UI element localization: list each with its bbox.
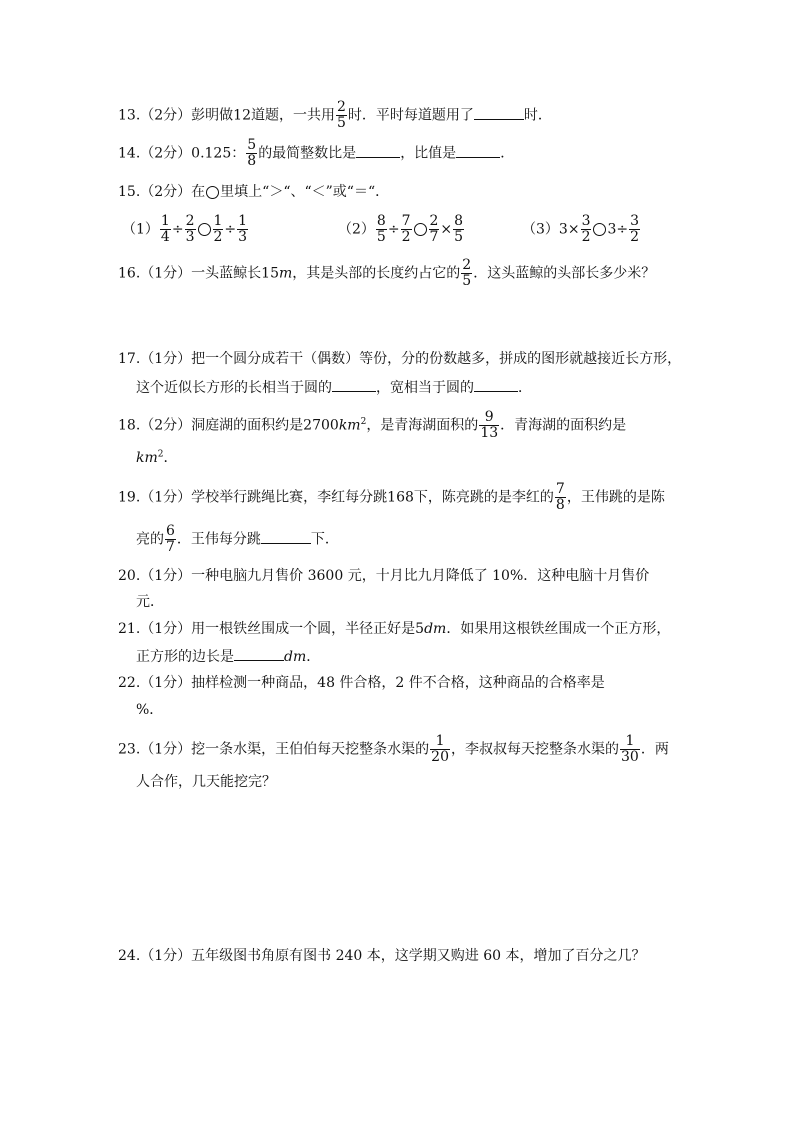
fraction: $\frac{2}{5}$ — [337, 99, 346, 131]
question-15-part-2: （2） $\frac{8}{5}$ ÷ $\frac{7}{2}$ $\frac{2}{7}$ × $\frac{8}{5}$ — [338, 213, 464, 245]
question-20-line-2: 元． — [136, 594, 164, 610]
answer-blank[interactable] — [474, 377, 518, 392]
question-20: 20.（1分）一种电脑九月售价 3600 元，十月比九月降低了 10%．这种电脑十月售价 — [118, 568, 650, 584]
question-17: 17.（1分）把一个圆分成若干（偶数）等份，分的份数越多，拼成的图形就越接近长方形， — [118, 351, 682, 367]
question-24: 24.（1分）五年级图书角原有图书 240 本，这学期又购进 60 本，增加了百分之几？ — [118, 948, 646, 964]
question-23-line-2: 人合作，几天能挖完？ — [136, 774, 276, 790]
question-23: 23.（1分）挖一条水渠，王伯伯每天挖整条水渠的 $\frac{1}{20}$ ，李叔叔每天挖整条水渠的 $\frac{1}{30}$ ．两 — [118, 733, 669, 765]
question-19-line-2: 亮的 $\frac{6}{7}$ ．王伟每分跳 下． — [136, 523, 339, 555]
compare-circle[interactable] — [198, 223, 211, 236]
compare-circle[interactable] — [414, 223, 427, 236]
answer-blank[interactable] — [234, 646, 284, 661]
fraction: $\frac{5}{8}$ — [247, 137, 257, 169]
answer-blank[interactable] — [261, 529, 311, 544]
question-21: 21.（1分）用一根铁丝围成一个圆，半径正好是5dm．如果用这根铁丝围成一个正方形， — [118, 621, 671, 637]
question-22: 22.（1分）抽样检测一种商品，48 件合格，2 件不合格，这种商品的合格率是 — [118, 675, 605, 691]
answer-blank[interactable] — [356, 143, 400, 158]
question-22-line-2: %． — [136, 702, 164, 718]
question-21-line-2: 正方形的边长是 dm． — [136, 646, 320, 667]
question-15-part-3: （3）3× $\frac{3}{2}$ 3÷ $\frac{3}{2}$ — [522, 213, 640, 245]
question-16: 16.（1分）一头蓝鲸长15m，其是头部的长度约占它的 $\frac{2}{5}$ ．这头蓝鲸的头部长多少米？ — [118, 257, 656, 289]
answer-blank[interactable] — [332, 377, 376, 392]
question-17-line-2: 这个近似长方形的长相当于圆的 ，宽相当于圆的 ． — [136, 377, 532, 398]
compare-circle[interactable] — [593, 223, 606, 236]
question-13: 13.（2分）彭明做12道题，一共用 $\frac{2}{5}$ 时．平时每道题用了 时． — [118, 99, 552, 131]
answer-blank[interactable] — [456, 143, 500, 158]
answer-blank[interactable] — [474, 105, 524, 120]
question-15-part-1: （1） $\frac{1}{4}$ ÷ $\frac{2}{3}$ $\frac{1}{2}$ ÷ $\frac{1}{3}$ — [122, 213, 248, 245]
question-14: 14.（2分）0.125： $\frac{5}{8}$ 的最简整数比是 ，比值是 ． — [118, 137, 515, 169]
question-18: 18.（2分）洞庭湖的面积约是$2700km^2$，是青海湖面积的 $\frac{9}{13}$ ．青海湖的面积约是 — [118, 409, 627, 441]
question-15: 15.（2分）在 里填上“＞“、“＜”或“＝“． — [118, 184, 390, 200]
circle-icon — [206, 186, 219, 199]
question-19: 19.（1分）学校举行跳绳比赛，李红每分跳168下，陈亮跳的是李红的 $\frac{7}{8}$ ，王伟跳的是陈 — [118, 481, 665, 513]
question-18-line-2: $km^2$． — [136, 449, 178, 466]
